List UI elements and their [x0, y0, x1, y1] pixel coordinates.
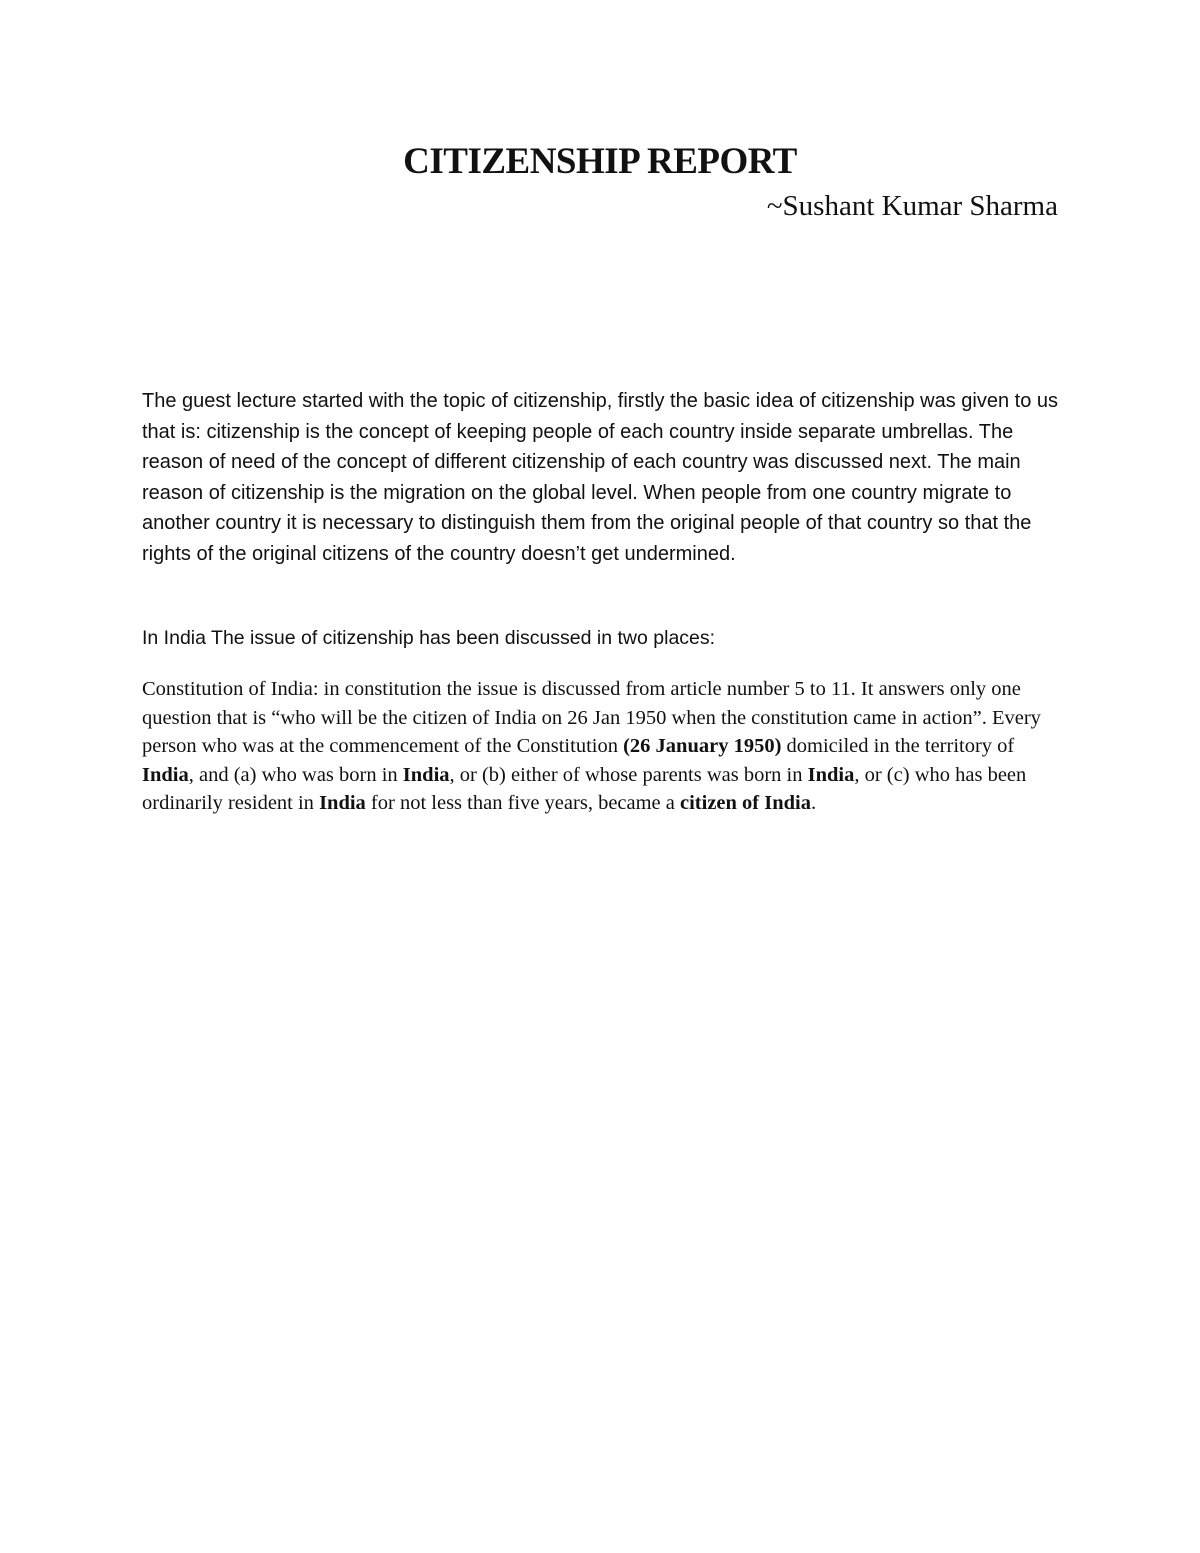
text-segment: domiciled in the territory of	[781, 735, 1015, 757]
paragraph-constitution	[142, 675, 1062, 818]
text-segment: Constitution of India: in constitution the issue is discussed from article number 5 to 11. It answers only one question that is “who will be the citizen of India on 26 Jan 1950 when the constitution came in action”. Every person who was at the commencement of the Constitution	[142, 678, 1041, 757]
document-title: CITIZENSHIP REPORT	[403, 141, 797, 182]
bold-india: India	[402, 763, 450, 786]
paragraph-india-citizenship: In India The issue of citizenship has been discussed in two places:	[142, 627, 716, 649]
bold-india: India	[807, 763, 855, 786]
bold-india: India	[142, 763, 189, 786]
text-segment: .	[810, 792, 817, 814]
text-segment: , or (c) who has been ordinarily resident in	[142, 763, 1027, 814]
bold-india: India	[319, 792, 366, 814]
text-segment: for not less than five years, became a	[365, 792, 681, 814]
author-line: ~Sushant Kumar Sharma	[766, 190, 1058, 222]
text-segment: , or (b) either of whose parents was born in	[449, 763, 808, 786]
text-segment: , and (a) who was born in	[188, 763, 403, 786]
bold-citizen-of-india: citizen of India	[680, 792, 811, 814]
bold-date: (26 January 1950)	[623, 735, 782, 757]
paragraph-intro: The guest lecture started with the topic of citizenship, firstly the basic idea of citizenship was given to us that is: citizenship is the concept of keeping people of each country inside separate umbrellas. The reason of need of the concept of different citizenship of each country was discussed next. The main reason of citizenship is the migration on the global level. When people from one country migrate to another country it is necessary to distinguish them from the original people of that country so that the rights of the original citizens of the country doesn’t get undermined.	[142, 390, 1059, 565]
